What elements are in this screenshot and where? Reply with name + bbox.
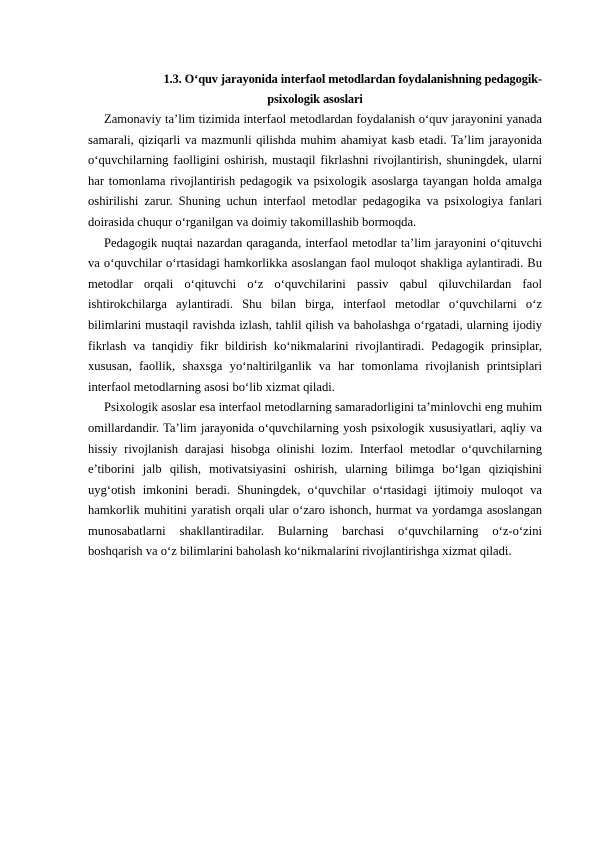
- section-heading-line-2: psixologik asoslari: [267, 92, 363, 106]
- document-page: [88, 69, 542, 562]
- paragraph-2: Pedagogik nuqtai nazardan qaraganda, interfaol metodlar ta’lim jarayonini o‘qituvchi va o‘quvchilar o‘rtasidagi hamkorlikka asoslangan faol muloqot shakliga aylantiradi. Bu metodlar orqali o‘qituvchi o‘z o‘quvchilarini passiv qabul qiluvchilardan faol ishtirokchilarga aylantiradi. Shu bilan birga, interfaol metodlar o‘quvchilarni o‘z bilimlarini mustaqil ravishda izlash, tahlil qilish va baholashga o‘rgatadi, ularning ijodiy fikrlash va tanqidiy fikr bildirish ko‘nikmalarini rivojlantiradi. Pedagogik prinsiplar, xususan, faollik, shaxsga yo‘naltirilganlik va har tomonlama rivojlanish printsiplari interfaol metodlarning asosi bo‘lib xizmat qiladi.: [88, 235, 542, 394]
- section-heading-line-1: 1.3. O‘quv jarayonida interfaol metodlardan foydalanishning pedagogik-: [163, 72, 542, 86]
- paragraph-3: Psixologik asoslar esa interfaol metodlarning samaradorligini ta’minlovchi eng muhim omillardandir. Ta’lim jarayonida o‘quvchilarning yosh psixologik xususiyatlari, aqliy va hissiy rivojlanish darajasi hisobga olinishi lozim. Interfaol metodlar o‘quvchilarning e’tiborini jalb qilish, motivatsiyasini oshirish, ularning bilimga bo‘lgan qiziqishini uyg‘otish imkonini beradi. Shuningdek, o‘quvchilar o‘rtasidagi ijtimoiy muloqot va hamkorlik muhitini yaratish orqali ular o‘zaro ishonch, hurmat va yordamga asoslangan munosabatlarni shakllantiradilar. Bularning barchasi o‘quvchilarning o‘z-o‘zini boshqarish va o‘z bilimlarini baholash ko‘nikmalarini rivojlantirishga xizmat qiladi.: [88, 400, 542, 559]
- paragraph-1: Zamonaviy ta’lim tizimida interfaol metodlardan foydalanish o‘quv jarayonini yanada samarali, qiziqarli va mazmunli qilishda muhim ahamiyat kasb etadi. Ta’lim jarayonida o‘quvchilarning faolligini oshirish, mustaqil fikrlashni rivojlantirish, shuningdek, ularni har tomonlama rivojlantirish pedagogik va psixologik asoslarga tayangan holda amalga oshirilishi zarur. Shuning uchun interfaol metodlar pedagogika va psixologiya fanlari doirasida chuqur o‘rganilgan va doimiy takomillashib bormoqda.: [88, 112, 542, 229]
- section-heading: [88, 69, 542, 109]
